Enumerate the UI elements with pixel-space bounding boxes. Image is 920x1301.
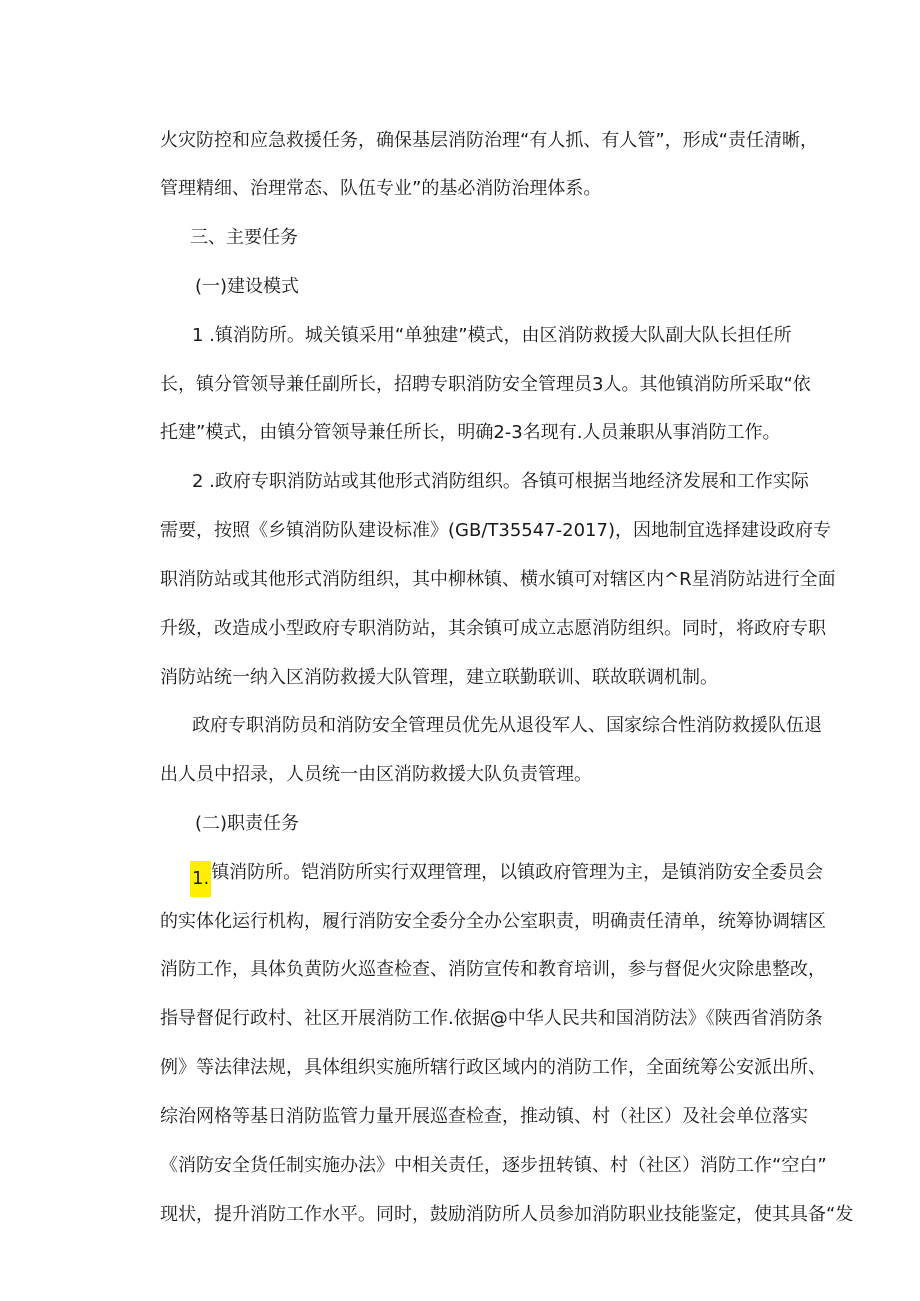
- paragraph-line: 火灾防控和应急救援任务，确保基层消防治理“有人抓、有人管”，形成“责任清晰，: [160, 130, 818, 151]
- paragraph-line: 《消防安全货任制实施办法》中相关责任，逐步扭转镇、村（社区）消防工作“空白”: [160, 1155, 827, 1176]
- paragraph-line: 1 .镇消防所。城关镇采用“单独建”模式，由区消防救援大队副大队长担任所: [192, 325, 792, 346]
- paragraph-line: 升级，改造成小型政府专职消防站，其余镇可成立志愿消防组织。同时，将政府专职: [160, 618, 826, 639]
- paragraph-line: 托建”模式，由镇分管领导兼任所长，明确2-3名现有.人员兼职从事消防工作。: [160, 422, 781, 443]
- paragraph-line: 例》等法律法规，具体组织实施所辖行政区域内的消防工作，全面统筹公安派出所、: [160, 1057, 826, 1078]
- paragraph-line: 管理精细、治理常态、队伍专业”的基必消防治理体系。: [160, 178, 602, 199]
- paragraph-line: 职消防站或其他形式消防组织，其中柳林镇、横水镇可对辖区内^R星消防站进行全面: [160, 569, 836, 590]
- paragraph-line: 2 .政府专职消防站或其他形式消防组织。各镇可根据当地经济发展和工作实际: [192, 471, 809, 492]
- subsection-heading: (一)建设模式: [195, 276, 300, 297]
- paragraph-line: 消防工作，具体负黄防火巡查检查、消防宣传和教育培训，参与督促火灾除患整改，: [160, 959, 826, 980]
- paragraph-line-text: 镇消防所。铠消防所实行双理管理，以镇政府管理为主，是镇消防安全委员会: [211, 862, 824, 883]
- paragraph-line: 需要，按照《乡镇消防队建设标准》(GB/T35547-2017)，因地制宜选择建设政府专: [160, 520, 831, 541]
- paragraph-line: 长，镇分管领导兼任副所长，招聘专职消防安全管理员3人。其他镇消防所采取“依: [160, 374, 811, 395]
- paragraph-line: 指导督促行政村、社区开展消防工作.依据@中华人民共和国消防法》《陕西省消防条: [160, 1008, 823, 1029]
- paragraph-line: [190, 861, 824, 897]
- highlighted-number: 1.: [190, 861, 211, 897]
- paragraph-line: 政府专职消防员和消防安全管理员优先从退役军人、国家综合性消防救援队伍退: [192, 715, 822, 736]
- paragraph-line: 出人员中招录，人员统一由区消防救援大队负责管理。: [160, 764, 592, 785]
- section-heading: 三、主要任务: [190, 227, 298, 248]
- paragraph-line: 消防站统一纳入区消防救援大队管理，建立联勤联训、联故联调机制。: [160, 667, 718, 688]
- subsection-heading: (二)职责任务: [195, 813, 300, 834]
- paragraph-line: 综治网格等基日消防监管力量开展巡查检查，推动镇、村（社区）及社会单位落实: [160, 1106, 808, 1127]
- paragraph-line: 的实体化运行机构，履行消防安全委分全办公室职责，明确责任清单，统筹协调辖区: [160, 911, 826, 932]
- paragraph-line: 现状，提升消防工作水平。同时，鼓励消防所人员参加消防职业技能鉴定，使其具备“发: [160, 1204, 854, 1225]
